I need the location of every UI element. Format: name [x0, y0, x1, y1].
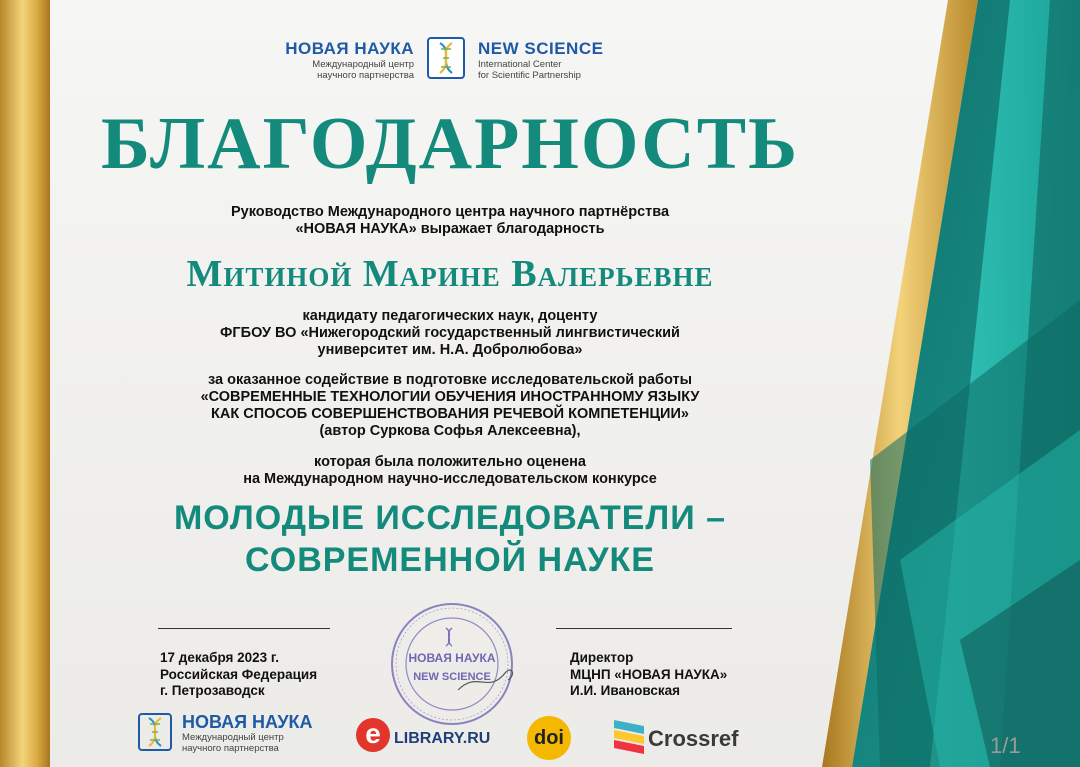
brand-ru-title: НОВАЯ НАУКА: [285, 39, 414, 58]
intro-line-1: Руководство Международного центра научного партнёрства: [230, 204, 670, 220]
evaluation-text: [60, 454, 840, 488]
recipient-name: Митиной Марине Валерьевне: [186, 253, 714, 295]
reason-line-1: за оказанное содействие в подготовке исследовательской работы: [207, 372, 692, 388]
footer-date: 17 декабря 2023 г.: [160, 650, 279, 665]
contest-line-1: МОЛОДЫЕ ИССЛЕДОВАТЕЛИ –: [173, 499, 727, 537]
brand-ru-block: [214, 39, 414, 81]
reason-line-4: (автор Суркова Софья Алексеевна),: [319, 423, 581, 439]
evaluation-line-1: которая была положительно оценена: [314, 454, 586, 470]
intro-text: [60, 204, 840, 238]
left-signature-line: [158, 628, 330, 629]
brand-ru-sub1: Международный центр: [312, 59, 414, 70]
brand-en-sub1: International Center: [478, 59, 562, 70]
elibrary-logo: [356, 718, 496, 754]
brand-en-block: [478, 39, 678, 81]
elibrary-text: LIBRARY.RU: [394, 730, 491, 747]
stamp-subtitle: NEW SCIENCE: [413, 671, 491, 683]
footer-city: г. Петрозаводск: [160, 683, 265, 698]
bottom-brand-sub: [182, 732, 284, 754]
footer-country: Российская Федерация: [160, 666, 318, 682]
bottom-brand-sub2: научного партнерства: [182, 743, 279, 754]
dna-logo-icon: [138, 713, 172, 751]
reason-text: [60, 372, 840, 440]
footer-right-block: [570, 650, 727, 700]
director-org: МЦНП «НОВАЯ НАУКА»: [570, 666, 728, 682]
elibrary-e-icon: e: [356, 718, 390, 752]
contest-line-2: СОВРЕМЕННОЙ НАУКЕ: [245, 541, 655, 579]
right-signature-line: [556, 628, 732, 629]
director-name: И.И. Ивановская: [570, 683, 681, 698]
bottom-brand-title: НОВАЯ НАУКА: [182, 712, 313, 732]
position-line-2: ФГБОУ ВО «Нижегородский государственный лингвистический: [220, 325, 680, 341]
position-line-3: университет им. Н.А. Добролюбова»: [317, 342, 583, 358]
crossref-text: Crossref: [648, 726, 739, 751]
dna-logo-icon: [427, 37, 465, 79]
brand-ru-sub2: научного партнерства: [317, 70, 414, 81]
reason-line-2: «СОВРЕМЕННЫЕ ТЕХНОЛОГИИ ОБУЧЕНИЯ ИНОСТРАННОМУ ЯЗЫКУ: [200, 389, 700, 405]
contest-name: [60, 497, 840, 581]
crossref-icon: [612, 716, 646, 758]
position-line-1: кандидату педагогических наук, доценту: [302, 308, 598, 324]
doi-logo: doi: [527, 716, 571, 760]
page-indicator: 1/1: [990, 733, 1021, 758]
evaluation-line-2: на Международном научно-исследовательском конкурсе: [243, 471, 657, 487]
crossref-logo: [612, 716, 752, 758]
brand-en-title: NEW SCIENCE: [478, 39, 604, 58]
recipient-position: [60, 308, 840, 359]
footer-left-block: [160, 650, 317, 700]
director-role: Директор: [570, 650, 634, 665]
stamp-title: НОВАЯ НАУКА: [408, 651, 496, 665]
brand-en-sub2: for Scientific Partnership: [478, 70, 581, 81]
document-title: БЛАГОДАРНОСТЬ: [100, 103, 800, 185]
reason-line-3: КАК СПОСОБ СОВЕРШЕНСТВОВАНИЯ РЕЧЕВОЙ КОМПЕТЕНЦИИ»: [211, 406, 689, 422]
top-logo: [270, 35, 620, 85]
bottom-brand-sub1: Международный центр: [182, 732, 284, 743]
official-stamp: [388, 600, 516, 728]
intro-line-2: «НОВАЯ НАУКА» выражает благодарность: [295, 221, 605, 237]
